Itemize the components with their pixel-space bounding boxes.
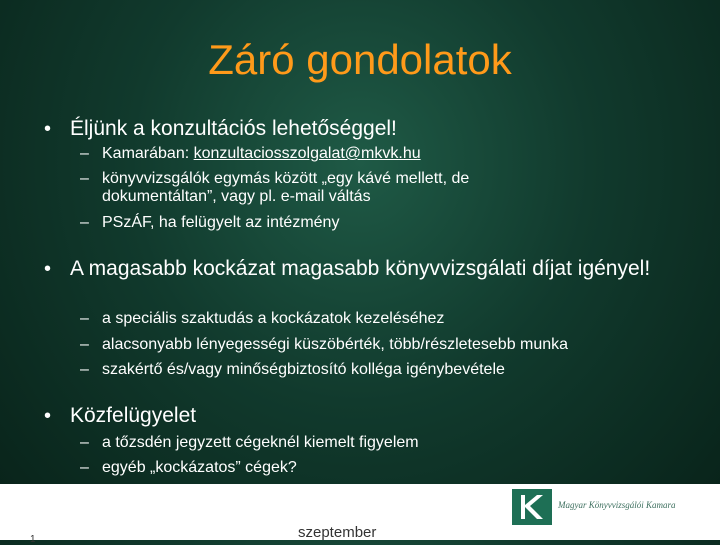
subitem-1-1-text [102, 145, 702, 163]
k-logo-icon [512, 489, 552, 525]
logo [512, 488, 712, 526]
dash-icon: – [80, 214, 89, 231]
bullet-dot-icon: • [44, 258, 52, 280]
bullet-3-text: Közfelügyelet [70, 404, 197, 427]
subitem-2-3-text: szakértő és/vagy minőségbiztosító kolléga igénybevétele [102, 361, 505, 378]
footer-text: szeptember [298, 524, 377, 541]
subitem-2-2-text: alacsonyabb lényegességi küszöbérték, több/részletesebb munka [102, 336, 569, 353]
dash-icon: – [80, 170, 89, 187]
bullet-1-text: Éljünk a konzultációs lehetőséggel! [70, 117, 397, 140]
slide-number: 1 [30, 534, 36, 545]
dash-icon: – [80, 310, 89, 327]
dash-icon: – [80, 459, 89, 476]
subitem-3-2-text: egyéb „kockázatos” cégek? [102, 459, 297, 476]
dash-icon: – [80, 361, 89, 378]
subitem-1-3-text: PSzÁF, ha felügyelt az intézmény [102, 214, 340, 231]
subitem-1-2-text: könyvvizsgálók egymás között „egy kávé mellett, de dokumentáltan”, vagy pl. e-mail váltás [102, 170, 470, 205]
subitem-3-1-text: a tőzsdén jegyzett cégeknél kiemelt figyelem [102, 434, 419, 451]
subitem-1-1-prefix: Kamarában: [102, 145, 194, 162]
dash-icon: – [80, 145, 89, 162]
bullet-2-text: A magasabb kockázat magasabb könyvvizsgálati díjat igényel! [70, 257, 651, 280]
logo-text: Magyar Könyvvizsgálói Kamara [558, 500, 676, 510]
email-link[interactable]: konzultaciosszolgalat@mkvk.hu [193, 145, 421, 162]
subitem-2-1-text: a speciális szaktudás a kockázatok kezeléséhez [102, 310, 445, 327]
dash-icon: – [80, 434, 89, 451]
dash-icon: – [80, 336, 89, 353]
bullet-dot-icon: • [44, 118, 52, 140]
bullet-dot-icon: • [44, 405, 52, 427]
slide-title: Záró gondolatok [208, 36, 512, 83]
